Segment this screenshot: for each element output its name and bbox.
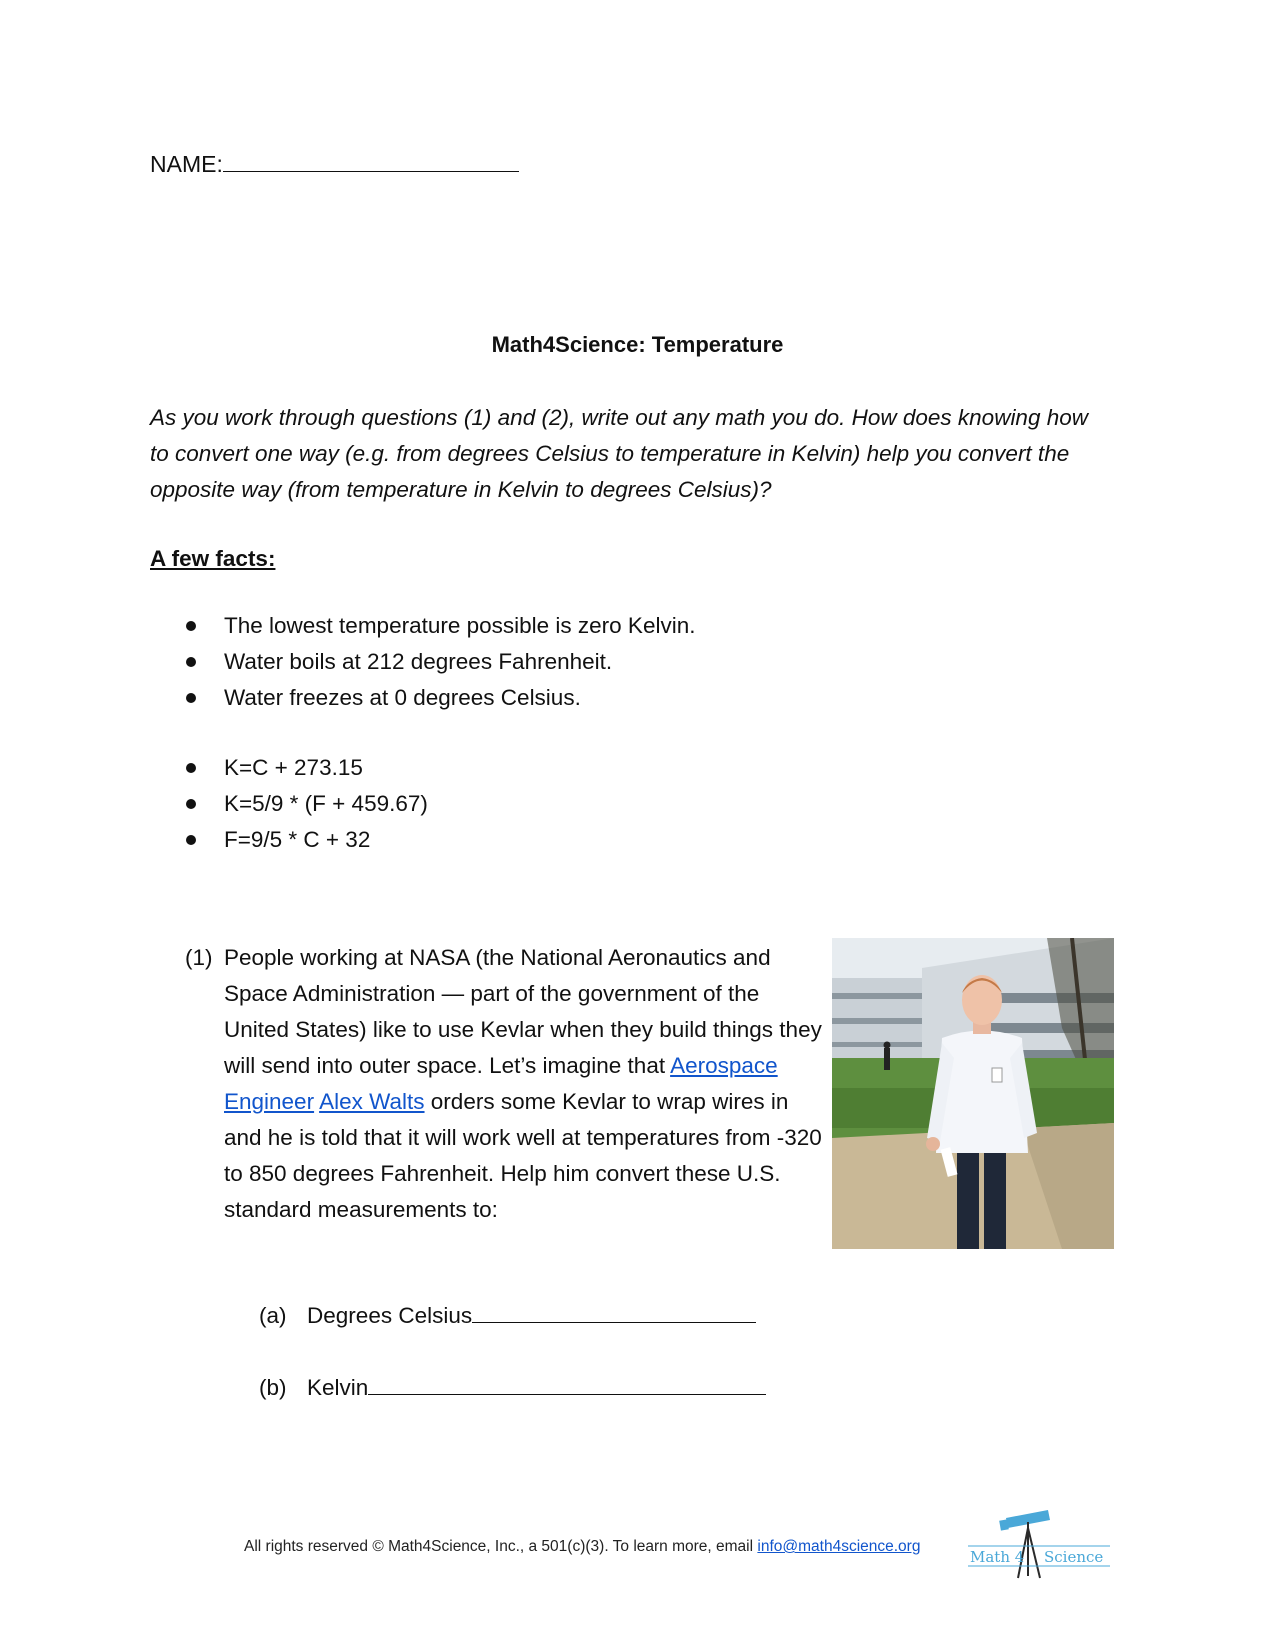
formula-item: K=C + 273.15 xyxy=(186,750,428,786)
bullet-icon xyxy=(186,835,196,845)
engineer-photo xyxy=(832,938,1114,1249)
facts-heading: A few facts: xyxy=(150,546,276,571)
part-b-text: Kelvin xyxy=(307,1375,369,1400)
footer-email-link[interactable]: info@math4science.org xyxy=(757,1538,921,1555)
facts-list xyxy=(186,608,695,716)
logo-text-right: Science xyxy=(1044,1548,1104,1566)
part-a-text: Degrees Celsius xyxy=(307,1303,473,1328)
question-1-number: (1) xyxy=(185,945,213,970)
name-blank-line xyxy=(223,149,519,172)
bullet-icon xyxy=(186,621,196,631)
question-1-text: People working at NASA (the National Aeronautics and Space Administration — part of the government of the United States) like to use Kevlar when they build things they will send into outer space. Let’s imagine that Aerospace Engineer Alex Walts orders some Kevlar to wrap wires in and he is told that it will work well at temperatures from -320 to 850 degrees Fahrenheit. Help him convert these U.S. standard measurements to: xyxy=(224,945,822,1222)
bullet-icon xyxy=(186,657,196,667)
page-title: Math4Science: Temperature xyxy=(491,332,784,357)
intro-paragraph: As you work through questions (1) and (2), write out any math you do. How does knowing how to convert one way (e.g. from degrees Celsius to temperature in Kelvin) help you convert the opposite way (from temperature in Kelvin to degrees Celsius)? xyxy=(150,405,1088,502)
formula-item: K=5/9 * (F + 459.67) xyxy=(186,786,428,822)
math4science-logo xyxy=(968,1508,1110,1580)
logo-text-left: Math 4 xyxy=(970,1548,1025,1566)
formula-item: F=9/5 * C + 32 xyxy=(186,822,428,858)
formula-list xyxy=(186,750,428,858)
part-b-answer-line[interactable] xyxy=(368,1372,766,1395)
fact-item: Water boils at 212 degrees Fahrenheit. xyxy=(186,644,695,680)
alex-walts-link[interactable]: Alex Walts xyxy=(319,1089,425,1114)
fact-item: The lowest temperature possible is zero Kelvin. xyxy=(186,608,695,644)
bullet-icon xyxy=(186,799,196,809)
part-a-label: (a) xyxy=(259,1303,287,1328)
footer-text: All rights reserved © Math4Science, Inc., a 501(c)(3). To learn more, email xyxy=(244,1538,754,1555)
part-a xyxy=(259,1300,756,1329)
name-field xyxy=(150,149,519,178)
bullet-icon xyxy=(186,693,196,703)
name-label: NAME: xyxy=(150,151,223,177)
aerospace-engineer-link[interactable]: Aerospace Engineer xyxy=(224,1053,778,1114)
part-a-answer-line[interactable] xyxy=(472,1300,756,1323)
footer xyxy=(244,1538,920,1556)
part-b xyxy=(259,1372,766,1401)
fact-item: Water freezes at 0 degrees Celsius. xyxy=(186,680,695,716)
part-b-label: (b) xyxy=(259,1375,287,1400)
bullet-icon xyxy=(186,763,196,773)
